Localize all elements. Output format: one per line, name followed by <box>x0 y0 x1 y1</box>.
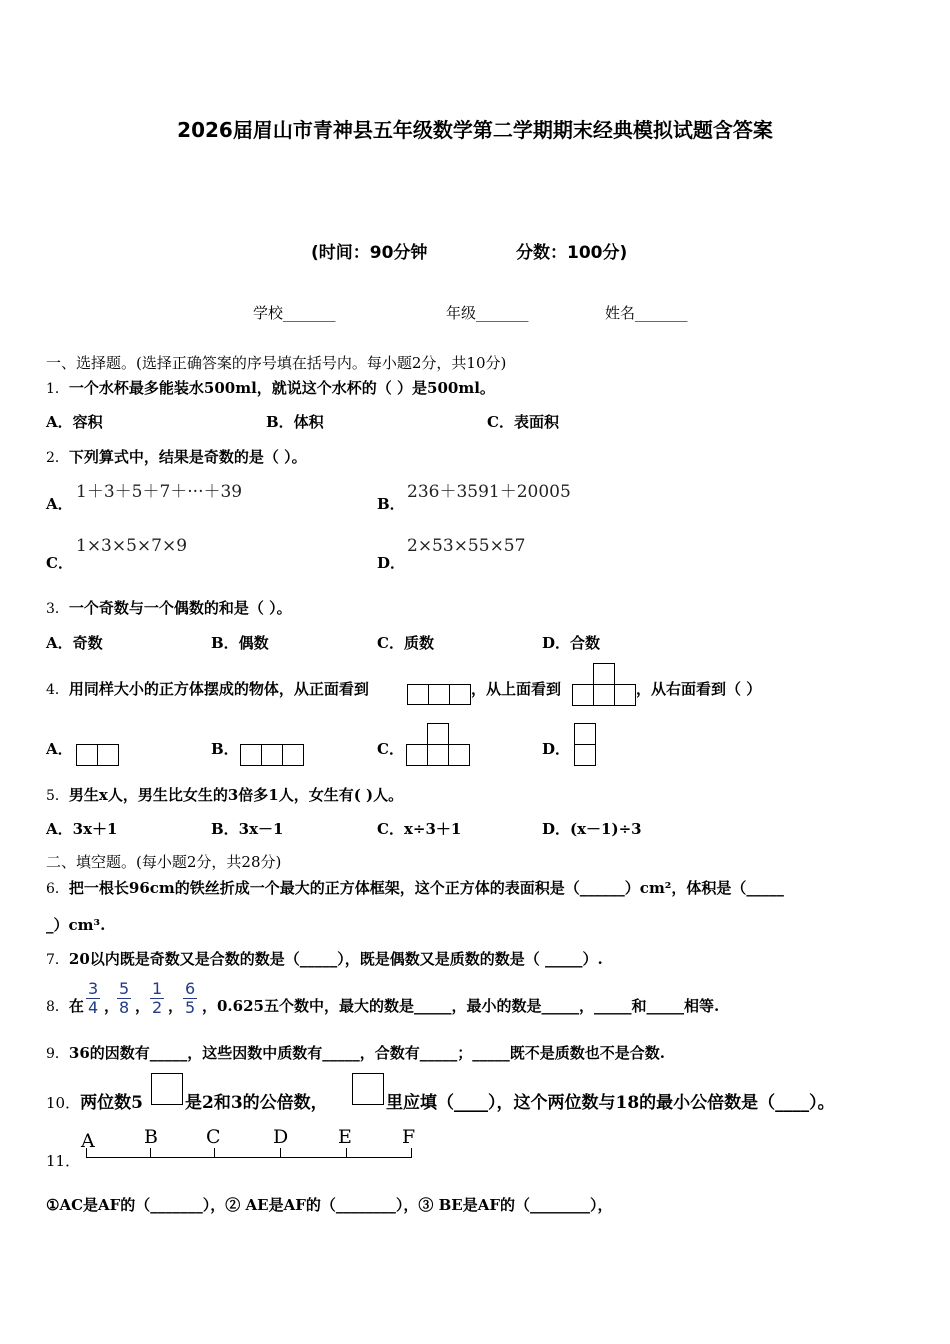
tick-mark <box>346 1148 347 1158</box>
option-d-formula: 2×53×55×57 <box>407 536 526 556</box>
question-number: 10． <box>46 1094 81 1112</box>
tick-mark <box>280 1148 281 1158</box>
question-11-number: 11． <box>46 1152 81 1170</box>
name-field: 姓名_______ <box>605 304 688 322</box>
point-f-label: F <box>402 1126 416 1148</box>
question-6-continued: _）cm³. <box>46 916 106 934</box>
question-number: 1． <box>46 381 69 397</box>
question-10-part3: 里应填（____），这个两位数与18的最小公倍数是（____）。 <box>386 1093 835 1113</box>
question-2 <box>46 446 307 467</box>
fraction-3-4: $\frac{3}{4}$ <box>88 979 99 1017</box>
question-text: 两位数5 <box>80 1093 143 1113</box>
point-a-label: A <box>81 1130 95 1152</box>
school-field: 学校_______ <box>253 304 336 322</box>
option-a-label: A． <box>46 495 73 513</box>
option-b: B．体积 <box>266 413 324 431</box>
number-line <box>78 1126 418 1170</box>
blank-square <box>352 1073 384 1105</box>
question-1 <box>46 377 495 398</box>
question-number: 4． <box>46 682 69 698</box>
section2-heading: 二、填空题。(每小题2分，共28分) <box>46 853 282 871</box>
question-4-part3: ，从右面看到（ ） <box>636 680 762 698</box>
tick-mark <box>150 1148 151 1158</box>
question-text: 一个水杯最多能装水500ml，就说这个水杯的（ ）是500ml。 <box>68 379 495 397</box>
option-c-label: C． <box>46 554 73 572</box>
question-number: 8． <box>46 999 69 1015</box>
exam-time: (时间：90分钟 <box>311 243 428 263</box>
question-number: 6． <box>46 881 69 897</box>
question-text: 用同样大小的正方体摆成的物体，从正面看到 <box>68 680 369 698</box>
question-number: 7． <box>46 952 69 968</box>
option-d-label: D． <box>542 740 571 758</box>
blank-square <box>151 1073 183 1105</box>
option-b-formula: 236＋3591＋20005 <box>407 482 571 502</box>
fraction-1-2: $\frac{1}{2}$ <box>152 979 163 1017</box>
question-number: 2． <box>46 450 69 466</box>
question-5 <box>46 784 403 805</box>
question-3 <box>46 597 292 618</box>
question-number: 5． <box>46 788 69 804</box>
question-text: 在 <box>68 997 84 1015</box>
option-d-label: D． <box>377 554 406 572</box>
option-c: C．x÷3＋1 <box>377 820 462 838</box>
comma: ， <box>168 997 184 1015</box>
option-a-formula: 1＋3＋5＋7＋···＋39 <box>76 482 243 502</box>
option-a-label: A． <box>46 740 73 758</box>
question-number: 3． <box>46 601 69 617</box>
point-b-label: B <box>144 1126 158 1148</box>
question-9 <box>46 1042 665 1063</box>
point-c-label: C <box>206 1126 221 1148</box>
question-8-prefix <box>46 995 84 1016</box>
option-a: A．容积 <box>46 413 103 431</box>
question-4-part1 <box>46 678 369 699</box>
question-7 <box>46 948 603 969</box>
question-6 <box>46 877 784 898</box>
fraction-5-8: $\frac{5}{8}$ <box>119 979 130 1017</box>
question-10-part1 <box>46 1088 143 1113</box>
question-11-text: ①AC是AF的（_______），② AE是AF的（________），③ BE是AF的（________）， <box>46 1196 613 1214</box>
question-number: 9． <box>46 1046 69 1062</box>
option-c: C．表面积 <box>487 413 559 431</box>
option-d: D．(x－1)÷3 <box>542 820 642 838</box>
tick-mark <box>411 1148 412 1158</box>
question-text: 男生x人，男生比女生的3倍多1人，女生有( )人。 <box>68 786 404 804</box>
line-segment <box>86 1157 412 1158</box>
question-text: 把一根长96cm的铁丝折成一个最大的正方体框架，这个正方体的表面积是（______）cm²，体积是（_____ <box>68 879 784 897</box>
option-a: A．3x＋1 <box>46 820 118 838</box>
question-10-part2: 是2和3的公倍数， <box>185 1093 328 1113</box>
grade-field: 年级_______ <box>446 304 529 322</box>
option-d: D．合数 <box>542 634 601 652</box>
question-8-suffix: ，0.625五个数中，最大的数是_____，最小的数是_____，_____和_____相等. <box>202 997 720 1015</box>
point-d-label: D <box>273 1126 289 1148</box>
comma: ， <box>135 997 151 1015</box>
option-c-formula: 1×3×5×7×9 <box>76 536 188 556</box>
question-text: 下列算式中，结果是奇数的是（ ）。 <box>68 448 307 466</box>
question-text: 36的因数有_____，这些因数中质数有_____，合数有_____；_____既不是质数也不是合数. <box>68 1044 666 1062</box>
option-c: C．质数 <box>377 634 434 652</box>
page-title: 2026届眉山市青神县五年级数学第二学期期末经典模拟试题含答案 <box>177 118 773 142</box>
question-4-part2: ，从上面看到 <box>471 680 562 698</box>
fraction-6-5: $\frac{6}{5}$ <box>185 979 196 1017</box>
comma: ， <box>104 997 120 1015</box>
option-b: B．3x－1 <box>211 820 284 838</box>
section1-heading: 一、选择题。(选择正确答案的序号填在括号内。每小题2分，共10分) <box>46 354 507 372</box>
exam-score: 分数：100分) <box>516 243 628 263</box>
question-text: 一个奇数与一个偶数的和是（ ）。 <box>68 599 292 617</box>
option-b: B．偶数 <box>211 634 269 652</box>
tick-mark <box>214 1148 215 1158</box>
option-a: A．奇数 <box>46 634 103 652</box>
option-b-label: B． <box>211 740 239 758</box>
question-text: 20以内既是奇数又是合数的数是（_____），既是偶数又是质数的数是（ _____）. <box>68 950 603 968</box>
option-c-label: C． <box>377 740 404 758</box>
option-b-label: B． <box>377 495 405 513</box>
point-e-label: E <box>338 1126 352 1148</box>
